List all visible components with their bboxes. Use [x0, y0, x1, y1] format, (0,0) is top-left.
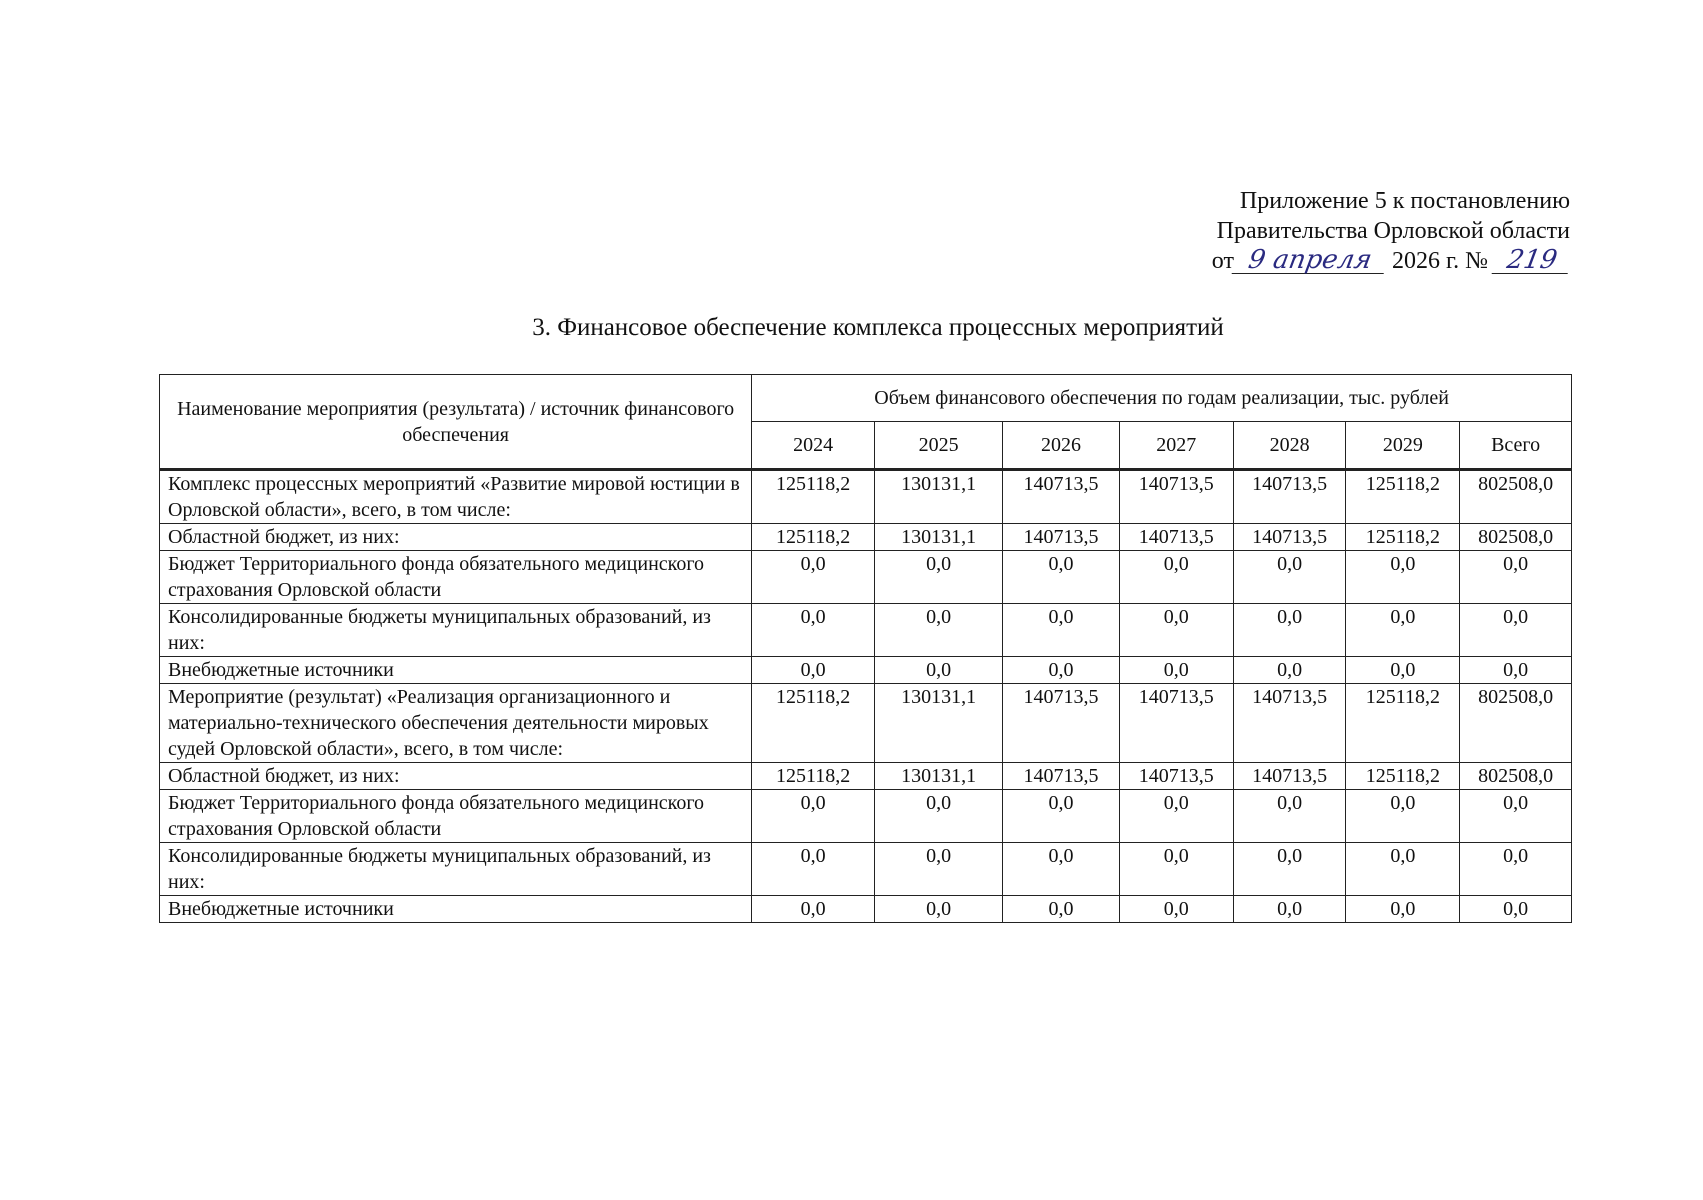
value-cell: 0,0: [875, 790, 1003, 843]
value-cell: 140713,5: [1233, 524, 1346, 551]
value-cell: 0,0: [1460, 790, 1572, 843]
value-cell: 0,0: [1233, 657, 1346, 684]
value-cell: 130131,1: [875, 524, 1003, 551]
column-header: 2029: [1346, 422, 1460, 470]
value-cell: 0,0: [1233, 604, 1346, 657]
appendix-line-1: Приложение 5 к постановлению: [1239, 188, 1570, 214]
value-cell: 0,0: [1233, 843, 1346, 896]
value-cell: 0,0: [1460, 896, 1572, 923]
value-cell: 0,0: [1003, 551, 1120, 604]
value-cell: 140713,5: [1003, 763, 1120, 790]
value-cell: 125118,2: [752, 763, 875, 790]
section-title: 3. Финансовое обеспечение комплекса процессных мероприятий: [532, 314, 1224, 341]
value-cell: 0,0: [752, 843, 875, 896]
value-cell: 0,0: [752, 657, 875, 684]
finance-table: [159, 374, 1572, 923]
value-cell: 125118,2: [752, 684, 875, 763]
value-cell: 0,0: [875, 551, 1003, 604]
value-cell: 0,0: [1003, 843, 1120, 896]
value-cell: 125118,2: [1346, 684, 1460, 763]
value-cell: 0,0: [1346, 551, 1460, 604]
table-row: [160, 657, 1572, 684]
value-cell: 0,0: [1346, 604, 1460, 657]
value-cell: 0,0: [875, 843, 1003, 896]
value-cell: 0,0: [1233, 790, 1346, 843]
appendix-block: [1212, 186, 1570, 276]
row-name: Мероприятие (результат) «Реализация организационного и материально-технического обеспечения деятельности мировых судей Орловской области», всего, в том числе:: [160, 684, 752, 763]
value-cell: 125118,2: [1346, 470, 1460, 524]
row-name: Консолидированные бюджеты муниципальных образований, из них:: [160, 604, 752, 657]
table-row: [160, 684, 1572, 763]
value-cell: 0,0: [1003, 896, 1120, 923]
column-header: 2028: [1233, 422, 1346, 470]
appendix-prefix: от: [1211, 248, 1234, 274]
table-row: [160, 896, 1572, 923]
value-cell: 125118,2: [1346, 524, 1460, 551]
value-cell: 140713,5: [1003, 524, 1120, 551]
value-cell: 130131,1: [875, 470, 1003, 524]
value-cell: 0,0: [875, 896, 1003, 923]
column-header: Всего: [1460, 422, 1572, 470]
value-cell: 0,0: [752, 790, 875, 843]
value-cell: 130131,1: [875, 763, 1003, 790]
row-name: Внебюджетные источники: [160, 896, 752, 923]
appendix-line-3: [1212, 246, 1570, 276]
value-cell: 0,0: [1346, 790, 1460, 843]
row-name: Внебюджетные источники: [160, 657, 752, 684]
value-cell: 0,0: [1346, 896, 1460, 923]
column-header: 2027: [1119, 422, 1233, 470]
handwritten-number: 219: [1492, 247, 1573, 274]
row-name: Бюджет Территориального фонда обязательного медицинского страхования Орловской области: [160, 790, 752, 843]
appendix-line-2: Правительства Орловской области: [1216, 218, 1570, 244]
value-cell: 140713,5: [1003, 470, 1120, 524]
handwritten-date: 9 апреля: [1232, 247, 1389, 274]
value-cell: 0,0: [1119, 657, 1233, 684]
table-row: [160, 843, 1572, 896]
value-cell: 0,0: [752, 604, 875, 657]
value-cell: 140713,5: [1233, 684, 1346, 763]
value-cell: 140713,5: [1233, 470, 1346, 524]
value-cell: 125118,2: [752, 470, 875, 524]
value-cell: 0,0: [1119, 604, 1233, 657]
row-name: Областной бюджет, из них:: [160, 524, 752, 551]
value-cell: 0,0: [1003, 657, 1120, 684]
column-header: 2024: [752, 422, 875, 470]
value-cell: 802508,0: [1460, 470, 1572, 524]
row-name: Комплекс процессных мероприятий «Развитие мировой юстиции в Орловской области», всего, в том числе:: [160, 470, 752, 524]
value-cell: 802508,0: [1460, 684, 1572, 763]
value-cell: 0,0: [1233, 896, 1346, 923]
row-name: Консолидированные бюджеты муниципальных образований, из них:: [160, 843, 752, 896]
value-cell: 125118,2: [752, 524, 875, 551]
value-cell: 0,0: [1346, 843, 1460, 896]
value-cell: 140713,5: [1119, 524, 1233, 551]
table-row: [160, 790, 1572, 843]
value-cell: 0,0: [1119, 843, 1233, 896]
value-cell: 0,0: [1460, 657, 1572, 684]
value-cell: 130131,1: [875, 684, 1003, 763]
value-cell: 0,0: [1346, 657, 1460, 684]
table-row: [160, 763, 1572, 790]
table-row: [160, 524, 1572, 551]
value-cell: 0,0: [1460, 843, 1572, 896]
value-cell: 0,0: [1003, 790, 1120, 843]
table-row: [160, 470, 1572, 524]
table-row: [160, 604, 1572, 657]
value-cell: 0,0: [1119, 896, 1233, 923]
header-group: Объем финансового обеспечения по годам реализации, тыс. рублей: [752, 375, 1572, 422]
row-name: Областной бюджет, из них:: [160, 763, 752, 790]
appendix-year: 2026 г. №: [1391, 248, 1488, 274]
value-cell: 802508,0: [1460, 524, 1572, 551]
column-header: 2026: [1003, 422, 1120, 470]
value-cell: 140713,5: [1119, 763, 1233, 790]
value-cell: 0,0: [1003, 604, 1120, 657]
value-cell: 125118,2: [1346, 763, 1460, 790]
value-cell: 0,0: [1119, 551, 1233, 604]
value-cell: 140713,5: [1119, 684, 1233, 763]
value-cell: 0,0: [1233, 551, 1346, 604]
value-cell: 0,0: [1460, 604, 1572, 657]
value-cell: 140713,5: [1233, 763, 1346, 790]
value-cell: 0,0: [875, 657, 1003, 684]
table-row: [160, 551, 1572, 604]
value-cell: 0,0: [1119, 790, 1233, 843]
header-name: Наименование мероприятия (результата) / источник финансового обеспечения: [160, 375, 752, 470]
row-name: Бюджет Территориального фонда обязательного медицинского страхования Орловской области: [160, 551, 752, 604]
value-cell: 0,0: [752, 551, 875, 604]
value-cell: 0,0: [1460, 551, 1572, 604]
value-cell: 140713,5: [1003, 684, 1120, 763]
value-cell: 0,0: [875, 604, 1003, 657]
column-header: 2025: [875, 422, 1003, 470]
value-cell: 802508,0: [1460, 763, 1572, 790]
value-cell: 140713,5: [1119, 470, 1233, 524]
value-cell: 0,0: [752, 896, 875, 923]
